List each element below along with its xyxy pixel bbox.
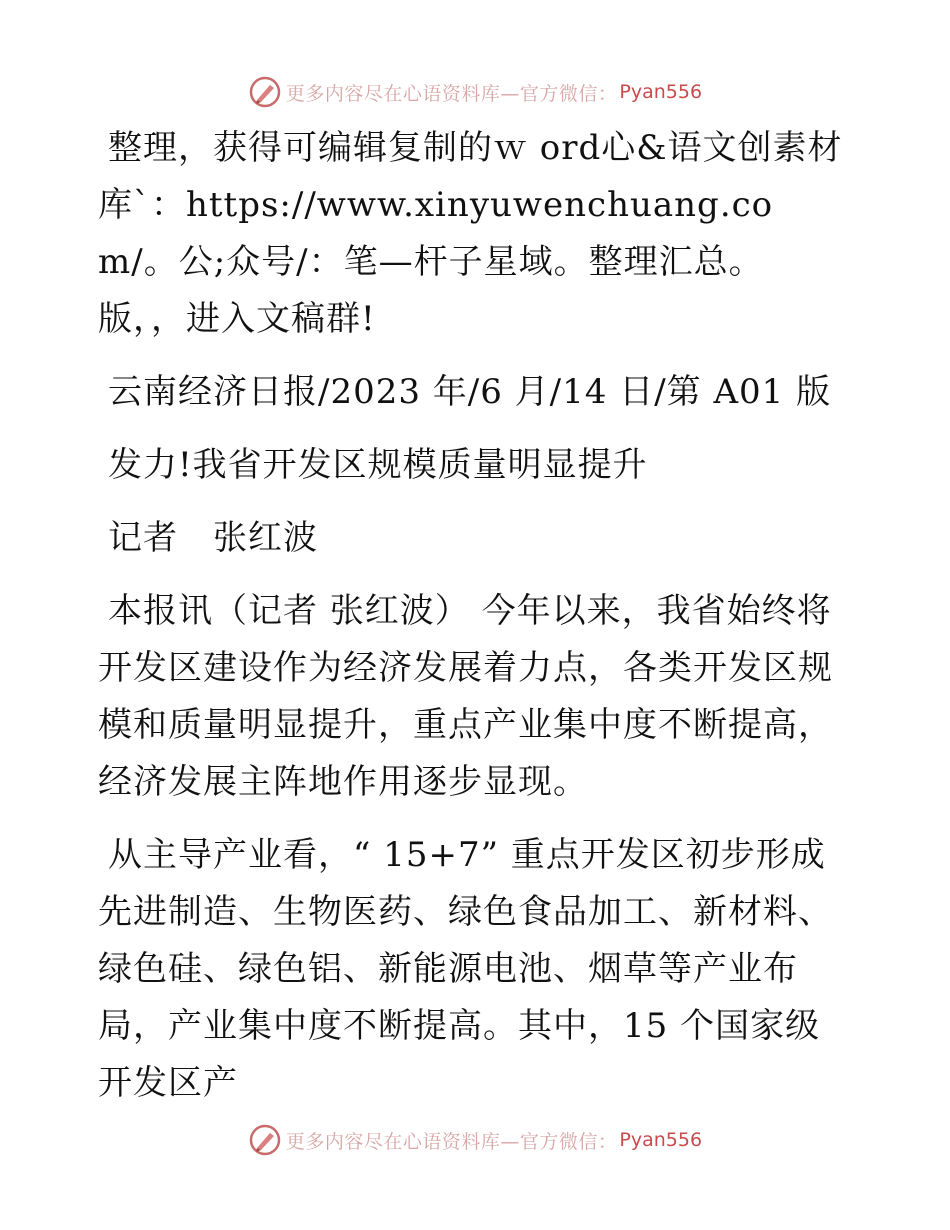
banner-wechat-id: Pyan556 (619, 81, 703, 103)
document-body (98, 120, 850, 1128)
body-paragraph-2: 从主导产业看，“ 15+7” 重点开发区初步形成先进制造、生物医药、绿色食品加工、新材料、绿色硅、绿色铝、新能源电池、烟草等产业布局，产业集中度不断提高。其中，15 个国家级开发区产 (98, 835, 833, 1103)
body-paragraph-1: 本报讯（记者 张红波） 今年以来，我省始终将开发区建设作为经济发展着力点，各类开发区规模和质量明显提升，重点产业集中度不断提高，经济发展主阵地作用逐步显现。 (98, 591, 833, 802)
header-banner (0, 72, 950, 112)
intro-paragraph: 整理，获得可编辑复制的ｗ ord心&语文创素材库`：https://www.xinyuwenchuang.com/。公;众号/：笔—杆子星域。整理汇总。版，，进入文稿群! (98, 128, 843, 339)
reporter-line: 记者 张红波 (108, 518, 318, 558)
banner-text: 更多内容尽在心语资料库—官方微信： (285, 82, 618, 105)
pen-logo-icon (248, 75, 282, 109)
source-line: 云南经济日报/2023 年/6 月/14 日/第 A01 版 (108, 372, 832, 412)
banner-text: 更多内容尽在心语资料库—官方微信： (285, 1130, 618, 1153)
banner-wechat-id: Pyan556 (619, 1129, 703, 1151)
footer-banner (0, 1120, 950, 1160)
article-title: 发力!我省开发区规模质量明显提升 (108, 445, 648, 485)
pen-logo-icon (248, 1123, 282, 1157)
